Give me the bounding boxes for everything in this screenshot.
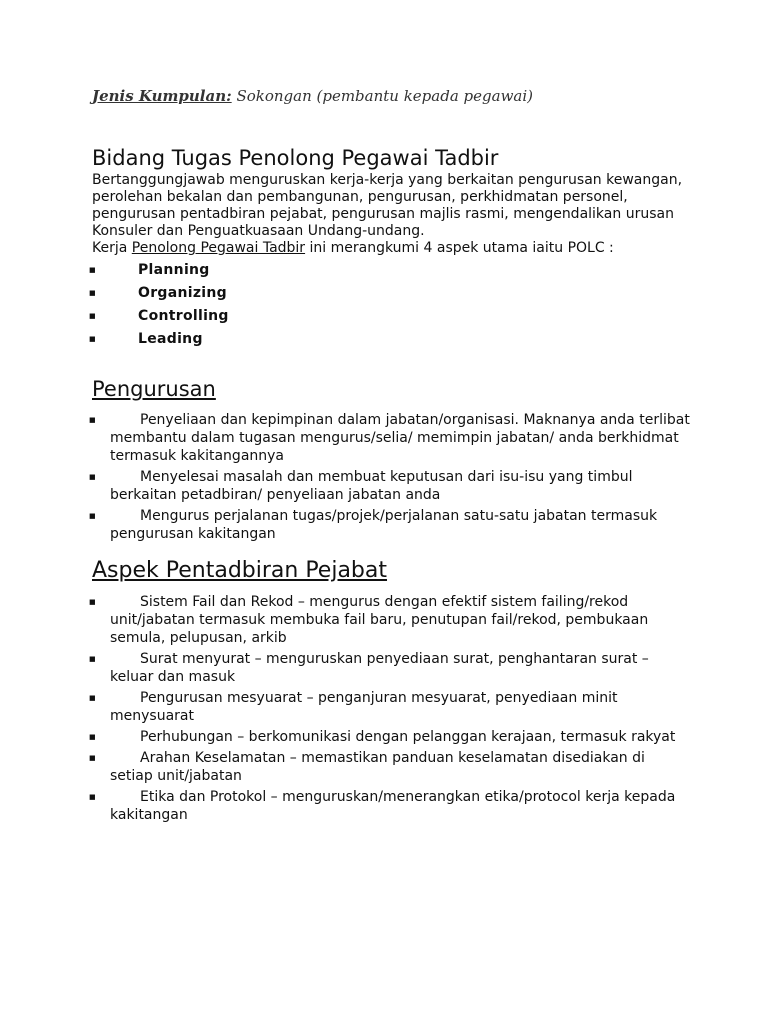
aspek-item-text: Etika dan Protokol – menguruskan/menerangkan etika/protocol kerja kepada kakitangan	[110, 789, 676, 823]
list-item	[89, 749, 692, 785]
list-item	[89, 728, 692, 746]
polc-item-label: Leading	[138, 331, 203, 347]
list-item	[89, 689, 692, 725]
aspek-item-text: Sistem Fail dan Rekod – mengurus dengan efektif sistem failing/rekod unit/jabatan termasuk membuka fail baru, penutupan fail/rekod, pembukaan semula, pelupusan, arkib	[110, 594, 649, 646]
aspek-item-text: Perhubungan – berkomunikasi dengan pelanggan kerajaan, termasuk rakyat	[140, 729, 676, 745]
polc-list	[89, 259, 692, 351]
list-item	[89, 507, 692, 543]
kumpulan-line	[92, 86, 692, 106]
list-item	[89, 305, 692, 328]
list-item	[89, 650, 692, 686]
bidang-heading: Bidang Tugas Penolong Pegawai Tadbir	[92, 146, 499, 170]
square-bullet-icon: ■	[89, 289, 96, 297]
aspek-item-text: Surat menyurat – menguruskan penyediaan surat, penghantaran surat – keluar dan masuk	[110, 651, 649, 685]
pengurusan-list	[89, 411, 692, 543]
square-bullet-icon: ■	[89, 266, 96, 274]
square-bullet-icon: ■	[89, 335, 96, 343]
square-bullet-icon: ■	[89, 473, 96, 481]
kumpulan-label: Jenis Kumpulan:	[92, 87, 232, 105]
document-page	[89, 86, 692, 827]
square-bullet-icon: ■	[89, 733, 96, 741]
pengurusan-item-text: Penyeliaan dan kepimpinan dalam jabatan/organisasi. Maknanya anda terlibat membantu dalam tugasan mengurus/selia/ memimpin jabatan/ anda berkhidmat termasuk kakitangannya	[110, 412, 690, 464]
kumpulan-value: Sokongan (pembantu kepada pegawai)	[236, 87, 533, 105]
polc-item-label: Organizing	[138, 285, 227, 301]
list-item	[89, 328, 692, 351]
square-bullet-icon: ■	[89, 512, 96, 520]
pengurusan-heading: Pengurusan	[92, 377, 216, 401]
polc-item-label: Planning	[138, 262, 210, 278]
list-item	[89, 468, 692, 504]
list-item	[89, 788, 692, 824]
square-bullet-icon: ■	[89, 312, 96, 320]
list-item	[89, 411, 692, 465]
polc-prefix: Kerja	[92, 240, 132, 256]
square-bullet-icon: ■	[89, 598, 96, 606]
list-item	[89, 282, 692, 305]
square-bullet-icon: ■	[89, 793, 96, 801]
pengurusan-item-text: Mengurus perjalanan tugas/projek/perjalanan satu-satu jabatan termasuk pengurusan kakitangan	[110, 508, 658, 542]
square-bullet-icon: ■	[89, 754, 96, 762]
polc-sentence	[92, 240, 692, 257]
bidang-intro: Bertanggungjawab menguruskan kerja-kerja yang berkaitan pengurusan kewangan, perolehan bekalan dan pembangunan, pengurusan, perkhidmatan personel, pengurusan pentadbiran pejabat, pengurusan majlis rasmi, mengendalikan urusan Konsuler dan Penguatkuasaan Undang-undang.	[92, 172, 683, 239]
list-item	[89, 593, 692, 647]
pengurusan-item-text: Menyelesai masalah dan membuat keputusan dari isu-isu yang timbul berkaitan petadbiran/ penyeliaan jabatan anda	[110, 469, 633, 503]
square-bullet-icon: ■	[89, 694, 96, 702]
aspek-item-text: Arahan Keselamatan – memastikan panduan keselamatan disediakan di setiap unit/jabatan	[110, 750, 645, 784]
aspek-item-text: Pengurusan mesyuarat – penganjuran mesyuarat, penyediaan minit menysuarat	[110, 690, 618, 724]
polc-link[interactable]: Penolong Pegawai Tadbir	[131, 240, 306, 256]
square-bullet-icon: ■	[89, 655, 96, 663]
aspek-list	[89, 593, 692, 824]
aspek-heading: Aspek Pentadbiran Pejabat	[92, 558, 388, 583]
polc-suffix: ini merangkumi 4 aspek utama iaitu POLC :	[305, 240, 614, 256]
square-bullet-icon: ■	[89, 416, 96, 424]
polc-item-label: Controlling	[138, 308, 229, 324]
list-item	[89, 259, 692, 282]
